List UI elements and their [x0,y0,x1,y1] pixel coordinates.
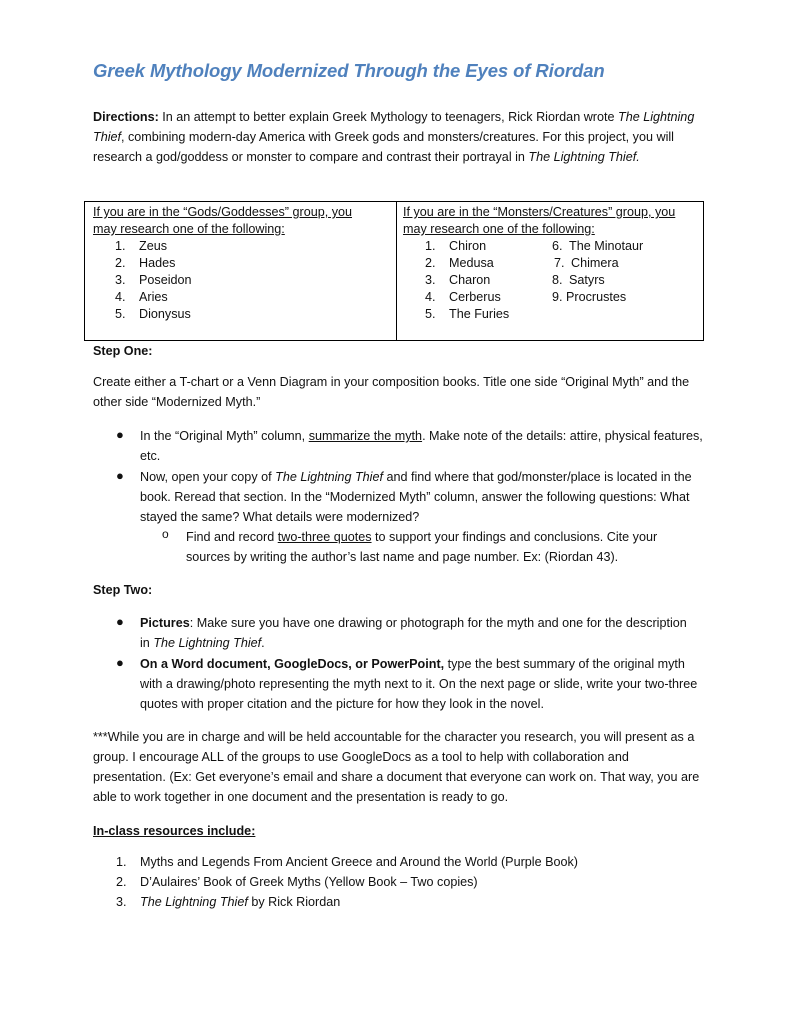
list-item-number: 1. [425,239,436,253]
list-item-number: 4. [425,290,436,304]
list-item: Procrustes [566,290,627,304]
resource-item: D’Aulaires’ Book of Greek Myths (Yellow Book – Two copies) [140,875,478,889]
directions-text-2: , combining modern-day America with Greek gods and monsters/creatures. For this project, you will research a god/goddess or monster to compare and contrast their portrayal in [93,130,674,164]
list-item-number: 2. [115,256,126,270]
list-item: Charon [449,273,491,287]
list-item: Dionysus [139,307,191,321]
list-item: Hades [139,256,176,270]
monsters-column-header: If you are in the “Monsters/Creatures” group, you may research one of the following: [403,205,676,236]
directions-text-1: In an attempt to better explain Greek Mythology to teenagers, Rick Riordan wrote [158,110,618,124]
document-title: Greek Mythology Modernized Through the Eyes of Riordan [93,60,605,81]
bullet-icon: ● [116,614,124,629]
bullet-icon: ● [116,468,124,483]
list-item-number: 3. [425,273,436,287]
list-item-number: 1. [116,855,127,869]
list-item-number: 4. [115,290,126,304]
list-item-number: 6. [552,239,563,253]
list-item-number: 2. [116,875,127,889]
list-item: Medusa [449,256,494,270]
list-item-number: 3. [115,273,126,287]
resources-heading: In-class resources include: [93,824,256,838]
list-item-number: 2. [425,256,436,270]
table-divider [396,202,397,340]
step-one-intro: Create either a T-chart or a Venn Diagram in your composition books. Title one side “Original Myth” and the other side “Modernized Myth.” [93,375,690,409]
bullet-icon: ● [116,655,124,670]
list-item-number: 1. [115,239,126,253]
directions-book-title-1: The Lightning Thief [93,110,695,144]
list-item: The Furies [449,307,510,321]
step-one-bullet-2: Now, open your copy of The Lightning Thief and find where that god/monster/place is located in the book. Reread that section. In the “Modernized Myth” column, answer the following questions: What stayed the same? What details were modernized? [140,470,692,524]
directions-label: Directions: [93,110,159,124]
sub-bullet-icon: o [162,527,169,541]
list-item-number: 3. [116,895,127,909]
list-item: Satyrs [569,273,605,287]
list-item-number: 5. [115,307,126,321]
list-item: Chimera [571,256,619,270]
resource-item: Myths and Legends From Ancient Greece and Around the World (Purple Book) [140,855,578,869]
list-item-number: 8. [552,273,563,287]
directions-book-title-2: The Lightning Thief. [528,150,640,164]
step-one-heading: Step One: [93,344,153,358]
list-item: Aries [139,290,168,304]
list-item: Chiron [449,239,487,253]
step-one-bullet-1: In the “Original Myth” column, summarize the myth. Make note of the details: attire, physical features, etc. [140,429,703,463]
directions-paragraph [93,107,705,167]
list-item: Poseidon [139,273,192,287]
step-one-sub-bullet: Find and record two-three quotes to support your findings and conclusions. Cite your sources by writing the author’s last name and page number. Ex: (Riordan 43). [186,530,658,564]
list-item: Cerberus [449,290,501,304]
bullet-icon: ● [116,427,124,442]
gods-column-header: If you are in the “Gods/Goddesses” group, you may research one of the following: [93,205,353,236]
group-note-paragraph: ***While you are in charge and will be held accountable for the character you research, you will present as a group. I encourage ALL of the groups to use GoogleDocs as a tool to help with collaboration and presentation. (Ex: Get everyone’s email and share a document that everyone can work on. That way, you are able to work together in one document and the presentation is ready to go. [93,730,700,804]
step-two-bullet-1: Pictures: Make sure you have one drawing or photograph for the myth and one for the description in The Lightning Thief. [140,616,687,650]
list-item: Zeus [139,239,167,253]
resource-item: The Lightning Thief by Rick Riordan [140,895,341,909]
list-item-number: 7. [554,256,565,270]
list-item: The Minotaur [569,239,644,253]
step-two-bullet-2: On a Word document, GoogleDocs, or PowerPoint, type the best summary of the original myth with a drawing/photo representing the myth next to it. On the next page or slide, write your two-three quotes with proper citation and the picture for how they look in the novel. [140,657,698,711]
list-item-number: 9. [552,290,563,304]
group-options-table [84,201,704,341]
list-item-number: 5. [425,307,436,321]
step-two-heading: Step Two: [93,583,153,597]
